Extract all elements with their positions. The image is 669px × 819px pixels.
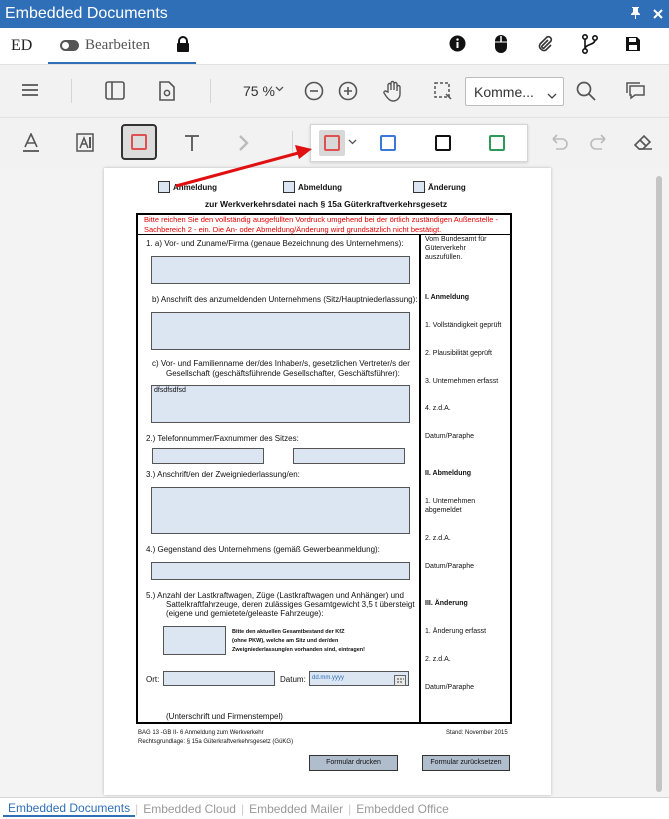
side-text: 1. Änderung erfasst	[425, 628, 487, 635]
swatch-red[interactable]	[319, 130, 345, 156]
business-field[interactable]	[151, 562, 410, 580]
square-icon	[324, 135, 340, 151]
side-text: 3. Unternehmen erfasst	[425, 378, 499, 385]
title-bar	[0, 0, 669, 28]
reset-form-button[interactable]: Formular zurücksetzen	[422, 755, 510, 771]
eraser-icon[interactable]	[633, 133, 653, 151]
fax-field[interactable]	[293, 448, 405, 464]
tab-embedded-cloud[interactable]: Embedded Cloud	[143, 801, 236, 816]
question-5: Sattelkraftfahrzeuge, deren zulässiges Gesamtgewicht 3,5 t übersteigt	[166, 600, 415, 609]
print-form-button[interactable]: Formular drucken	[309, 755, 398, 771]
question-2: 2.) Telefonnummer/Faxnummer des Sitzes:	[146, 434, 299, 443]
question-1c: Gesellschaft (geschäftsführende Gesellschafter, Geschäftsführer):	[166, 369, 400, 378]
question-5: 5.) Anzahl der Lastkraftwagen, Züge (Lastkraftwagen und Anhänger) und	[146, 591, 404, 600]
tab-separator: |	[135, 801, 139, 816]
bottom-tabs	[0, 797, 669, 819]
side-text: 4. z.d.A.	[425, 405, 451, 412]
comment-select[interactable]	[465, 77, 564, 106]
notice-line: Bitte reichen Sie den vollständig ausgefüllten Vordruck umgehend bei der örtlich zuständigen Außenstelle -	[144, 215, 498, 224]
checkbox-anmeldung[interactable]	[158, 181, 170, 193]
side-text: Güterverkehr	[425, 245, 466, 252]
pin-icon[interactable]	[630, 6, 641, 22]
hand-tool-icon[interactable]	[383, 80, 403, 102]
footer-date: Stand: November 2015	[446, 730, 508, 736]
square-icon	[435, 135, 451, 151]
vehicle-note: Bitte den aktuellen Gesamtbestand der KfZ	[232, 629, 345, 635]
name-field[interactable]	[151, 256, 410, 284]
signature-label: (Unterschrift und Firmenstempel)	[166, 712, 283, 721]
comments-icon[interactable]	[626, 82, 646, 100]
side-text: Vom Bundesamt für	[425, 236, 487, 243]
branch-address-field[interactable]	[151, 487, 410, 534]
zoom-value[interactable]: 75 %	[243, 83, 275, 99]
swatch-black[interactable]	[430, 130, 456, 156]
column-divider	[419, 234, 421, 724]
question-1a: 1. a) Vor- und Zuname/Firma (genaue Bezeichnung des Unternehmens):	[146, 239, 404, 248]
question-5: (eigene und gemietete/geleaste Fahrzeuge):	[166, 609, 324, 618]
top-bar	[0, 28, 669, 65]
page-settings-icon[interactable]	[158, 81, 176, 101]
side-text: 2. Plausibilität geprüft	[425, 350, 492, 357]
side-heading: II. Abmeldung	[425, 470, 472, 477]
side-text: Datum/Paraphe	[425, 563, 475, 570]
square-icon	[380, 135, 396, 151]
question-1b: b) Anschrift des anzumeldenden Unternehmens (Sitz/Hauptniederlassung):	[152, 295, 418, 304]
edit-label: Bearbeiten	[85, 37, 150, 53]
toggle-icon[interactable]	[60, 40, 79, 51]
view-toolbar	[0, 65, 669, 118]
side-text: Datum/Paraphe	[425, 433, 475, 440]
lock-icon[interactable]	[176, 36, 190, 58]
save-icon[interactable]	[625, 36, 641, 57]
undo-icon	[548, 134, 568, 150]
red-arrow-annotation	[170, 140, 320, 190]
side-text: 1. Unternehmen	[425, 498, 476, 505]
date-field[interactable]	[309, 671, 409, 686]
close-icon[interactable]	[653, 7, 663, 22]
tab-embedded-office[interactable]: Embedded Office	[356, 801, 449, 816]
divider	[210, 79, 211, 103]
tab-separator: |	[240, 801, 245, 816]
chevron-down-icon[interactable]	[348, 139, 357, 145]
side-text: 2. z.d.A.	[425, 535, 451, 542]
checkbox-label: Änderung	[428, 183, 466, 192]
edit-tab-underline	[48, 62, 196, 64]
paperclip-icon[interactable]	[536, 35, 554, 58]
ed-label: ED	[11, 37, 33, 54]
owner-field-value: dfsdfsdfsd	[154, 387, 186, 394]
place-field[interactable]	[163, 671, 275, 686]
checkbox-label: Abmeldung	[298, 183, 342, 192]
side-heading: III. Änderung	[425, 600, 468, 607]
search-icon[interactable]	[576, 81, 596, 101]
phone-field[interactable]	[152, 448, 264, 464]
branch-icon[interactable]	[582, 34, 598, 59]
window-title: Embedded Documents	[5, 5, 168, 22]
chevron-down-icon[interactable]	[275, 86, 284, 92]
zoom-in-icon[interactable]	[338, 81, 358, 101]
calendar-icon[interactable]	[394, 673, 406, 691]
mouse-icon[interactable]	[494, 34, 508, 59]
side-text: auszufüllen.	[425, 254, 463, 261]
redo-icon	[590, 134, 610, 150]
side-text: abgemeldet	[425, 507, 462, 514]
vehicle-note: Zweigniederlassung/en vorhanden sind, eintragen!	[232, 647, 365, 653]
side-text: Datum/Paraphe	[425, 684, 475, 691]
question-4: 4.) Gegenstand des Unternehmens (gemäß Gewerbeanmeldung):	[146, 545, 380, 554]
question-1c: c) Vor- und Familienname der/des Inhaber/s, gesetzlichen Vertreter/s der	[152, 359, 410, 368]
side-heading: I. Anmeldung	[425, 294, 470, 301]
text-box-icon[interactable]	[76, 133, 94, 152]
notice-line: Sachbereich 2 - ein. Die An- oder Abmeldung/Änderung wird grundsätzlich nicht bestätigt.	[144, 225, 442, 234]
date-label: Datum:	[280, 675, 306, 684]
edit-toggle[interactable]	[60, 37, 150, 54]
rectangle-tool-button[interactable]	[121, 124, 157, 160]
tab-embedded-documents[interactable]: Embedded Documents	[3, 801, 135, 817]
square-icon	[489, 135, 505, 151]
checkbox-label: Anmeldung	[173, 183, 217, 192]
address-field[interactable]	[151, 312, 410, 350]
place-label: Ort:	[146, 675, 160, 684]
divider	[71, 79, 72, 103]
footer-text: BAG 13 -GB II- 6 Anmeldung zum Werkverkehr	[138, 730, 264, 736]
tab-separator: |	[348, 801, 352, 816]
vehicle-count-field[interactable]	[163, 626, 226, 655]
marquee-select-icon[interactable]	[434, 82, 452, 100]
tab-embedded-mailer[interactable]: Embedded Mailer	[249, 801, 344, 816]
question-3: 3.) Anschrift/en der Zweigniederlassung/en:	[146, 470, 300, 479]
info-icon[interactable]	[449, 35, 466, 57]
vertical-scrollbar[interactable]	[656, 176, 662, 792]
date-placeholder: dd.mm.yyyy	[312, 675, 345, 681]
chevron-down-icon	[547, 87, 557, 103]
side-text: 1. Vollständigkeit geprüft	[425, 322, 502, 329]
comment-select-value: Komme...	[474, 84, 534, 100]
zoom-out-icon[interactable]	[304, 81, 324, 101]
checkbox-aenderung[interactable]	[413, 181, 425, 193]
owner-field[interactable]	[151, 385, 410, 423]
swatch-green[interactable]	[484, 130, 510, 156]
vehicle-note: (ohne PKW), welche am Sitz und der/den	[232, 638, 339, 644]
form-title: zur Werkverkehrsdatei nach § 15a Güterkraftverkehrsgesetz	[204, 199, 448, 209]
menu-icon[interactable]	[21, 83, 39, 97]
notice	[138, 215, 510, 235]
text-underline-icon[interactable]	[22, 133, 40, 153]
side-text: 2. z.d.A.	[425, 656, 451, 663]
footer-text: Rechtsgrundlage: § 15a Güterkraftverkehrsgesetz (GüKG)	[138, 739, 294, 745]
sidebar-icon[interactable]	[105, 81, 125, 100]
swatch-blue[interactable]	[375, 130, 401, 156]
